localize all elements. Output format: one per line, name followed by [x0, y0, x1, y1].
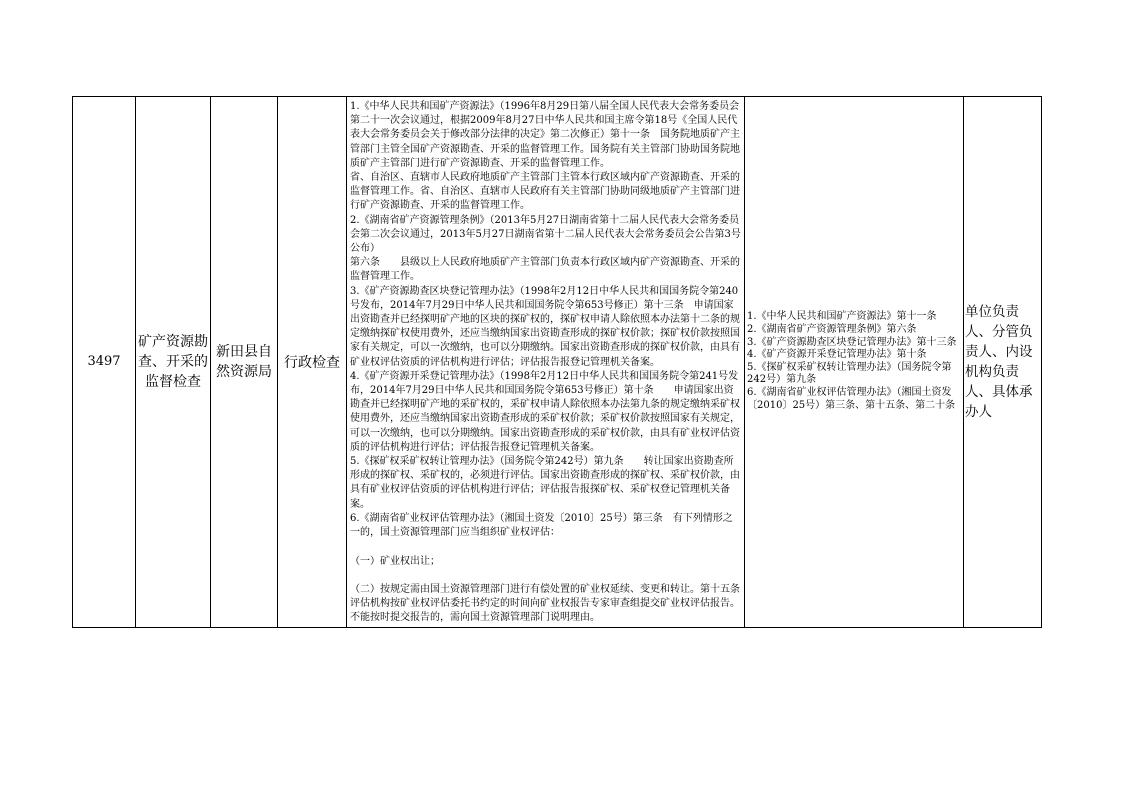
- legal-basis: [347, 97, 750, 628]
- item-name: 矿产资源勘查、开采的监督检查: [136, 97, 211, 628]
- basis-paragraph: （二）按规定需由国土资源管理部门进行有偿处置的矿业权延续、变更和转让。第十五条 评估机构按矿业权评估委托书约定的时间向矿业权报告专家审查组提交矿业权评估报告。不能按时提交报告的，需向国土资源管理部门说明理由。: [350, 583, 750, 624]
- basis-paragraph: 6.《湖南省矿业权评估管理办法》（湘国土资发〔2010〕25号）第三条 有下列情形之一的，国土资源管理部门应当组织矿业权评估：: [350, 512, 733, 539]
- basis-paragraph: [350, 569, 741, 583]
- basis-paragraph: 2.《湖南省矿产资源管理条例》（2013年5月27日湖南省第十二届人民代表大会常务委员会第二次会议通过，2013年5月27日湖南省第十二届人民代表大会常务委员会公告第3号公布）: [350, 214, 741, 255]
- basis-paragraph: 第六条 县级以上人民政府地质矿产主管部门负责本行政区域内矿产资源勘查、开采的监督管理工作。: [350, 257, 740, 283]
- basis-paragraph: 4.《矿产资源开采登记管理办法》（1998年2月12日中华人民共和国国务院令第241号发布，2014年7月29日中华人民共和国国务院令第653号修正）第十条 申请国家出资勘查并已经探明矿产地的采矿权的，采矿权申请人除依照本办法第九条的规定缴纳采矿权使用费外，还应当缴纳国家出资勘查形成的采矿权价款；采矿权价款按照国家有关规定，可以一次缴纳，也可以分期缴纳。国家出资勘查形成的采矿权价款，由具有矿业权评估资质的评估机构进行评估；评估报告报登记管理机关备案。: [350, 370, 740, 453]
- department: 新田县自然资源局: [211, 97, 278, 628]
- basis-clauses: [745, 97, 964, 628]
- basis-paragraph: 3.《矿产资源勘查区块登记管理办法》（1998年2月12日中华人民共和国国务院令第240号发布，2014年7月29日中华人民共和国国务院令第653号修正）第十三条 申请国家出资勘查并已经探明矿产地的区块的探矿权的，探矿权申请人除依照本办法第十二条的规定缴纳探矿权使用费外，还应当缴纳国家出资勘查形成的探矿权价款；探矿权价款按照国家有关规定，可以一次缴纳，也可以分期缴纳。国家出资勘查形成的探矿权价款，由具有矿业权评估资质的评估机构进行评估；评估报告报登记管理机关备案。: [350, 285, 740, 368]
- clause-item: 1.《中华人民共和国矿产资源法》第十一条: [747, 311, 937, 323]
- basis-paragraph: 省、自治区、直辖市人民政府地质矿产主管部门主管本行政区域内矿产资源勘查、开采的监督管理工作。省、自治区、直辖市人民政府有关主管部门协助同级地质矿产主管部门进行矿产资源勘查、开采的监督管理工作。: [350, 172, 740, 212]
- basis-paragraph: 5.《探矿权采矿权转让管理办法》（国务院令第242号）第九条 转让国家出资勘查所形成的探矿权、采矿权的，必须进行评估。国家出资勘查形成的探矿权、采矿权价款，由具有矿业权评估资质的评估机构进行评估；评估报告报探矿权、采矿权登记管理机关备案。: [350, 456, 740, 510]
- basis-paragraph: （一）矿业权出让；: [350, 555, 440, 567]
- law-enforcement-table: [72, 96, 1042, 628]
- clause-item: 2.《湖南省矿产资源管理条例》第六条: [747, 323, 917, 335]
- basis-paragraph: 1.《中华人民共和国矿产资源法》（1996年8月29日第八届全国人民代表大会常务委员会第二十一次会议通过，根据2009年8月27日中华人民共和国主席令第18号《全国人民代表大会常务委员会关于修改部分法律的决定》第二次修正）第十一条 国务院地质矿产主管部门主管全国矿产资源勘查、开采的监督管理工作。国务院有关主管部门协助国务院地质矿产主管部门进行矿产资源勘查、开采的监督管理工作。: [350, 101, 740, 169]
- clause-item: 5.《探矿权采矿权转让管理办法》（国务院令第242号）第九条: [747, 361, 952, 386]
- clause-item: 6.《湖南省矿业权评估管理办法》（湘国土资发〔2010〕25号）第三条、第十五条、第二十条: [747, 386, 956, 411]
- clause-item: 3.《矿产资源勘查区块登记管理办法》第十三条: [747, 336, 957, 348]
- power-type: 行政检查: [278, 97, 347, 628]
- responsible-persons: 单位负责人、分管负责人、内设机构负责人、具体承办人: [964, 97, 1042, 628]
- basis-paragraph: [350, 540, 741, 554]
- table-row: [73, 97, 1042, 628]
- clause-item: 4.《矿产资源开采登记管理办法》第十条: [747, 349, 927, 361]
- row-number: 3497: [73, 97, 136, 628]
